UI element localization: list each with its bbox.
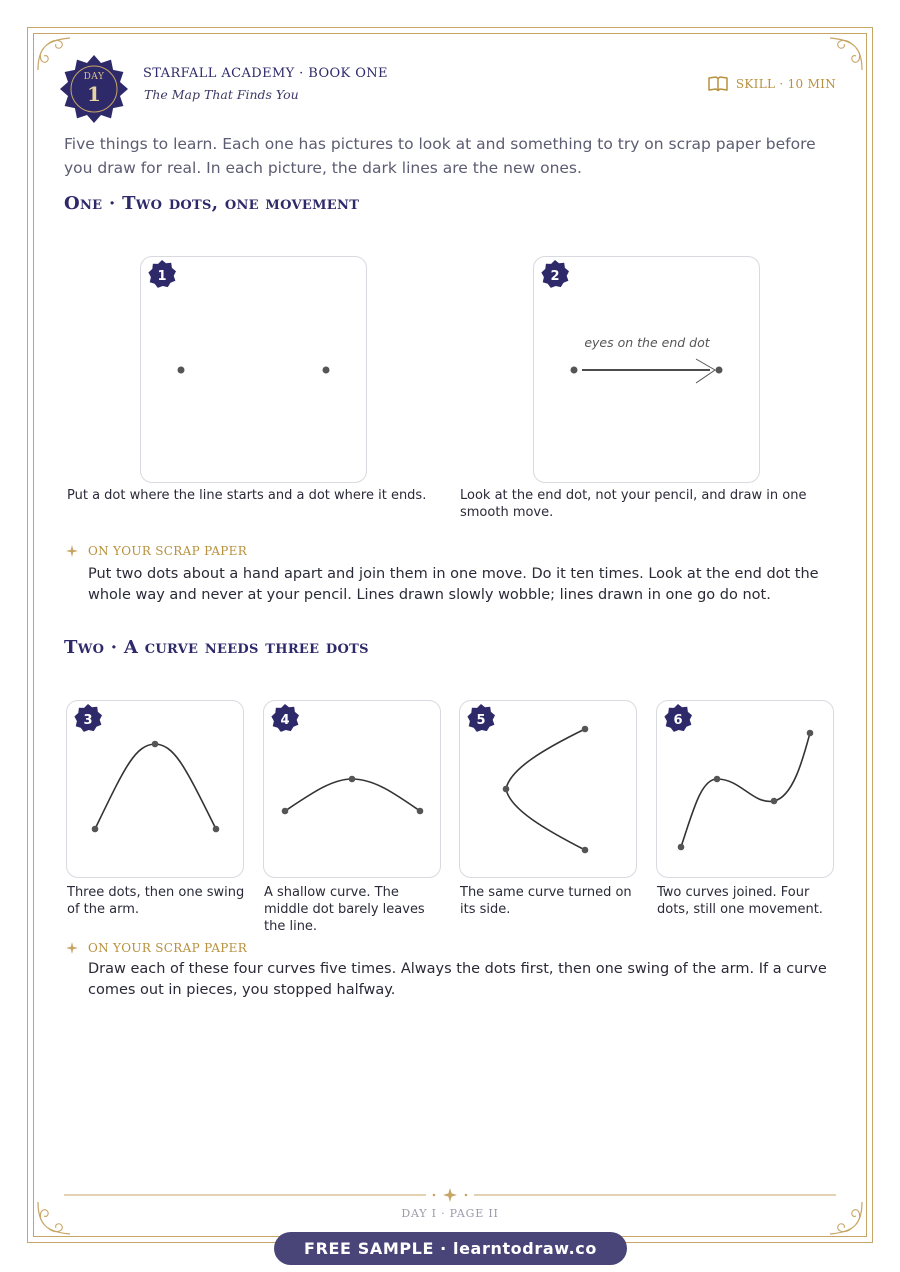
section-title-two: Two · A curve needs three dots	[64, 637, 369, 658]
dot	[152, 741, 159, 748]
footer-divider	[64, 1186, 836, 1204]
step-number-badge	[145, 260, 179, 294]
end-dot	[716, 367, 723, 374]
sparkle-icon	[443, 1188, 457, 1202]
illustration-panel-3	[66, 700, 244, 878]
illustration-panel-6	[656, 700, 834, 878]
section-title-one: One · Two dots, one movement	[64, 193, 360, 214]
dot	[582, 847, 589, 854]
scrap-paper-label: ON YOUR SCRAP PAPER	[66, 544, 247, 558]
step-number-badge	[268, 704, 302, 738]
curve	[285, 779, 420, 811]
day-number: 1	[87, 82, 101, 106]
step-number-badge	[538, 260, 572, 294]
dot	[678, 844, 685, 851]
scrap-paper-text: Put two dots about a hand apart and join them in one move. Do it ten times. Look at the end dot the whole way and never at your pencil. Lines drawn slowly wobble; lines drawn in one go do not.	[88, 566, 819, 603]
panel-caption-2: Look at the end dot, not your pencil, and draw in one smooth move.	[460, 488, 807, 520]
panel-caption-6: Two curves joined. Four dots, still one movement.	[657, 885, 823, 917]
illustration-panel-5	[459, 700, 637, 878]
illustration-panel-4	[263, 700, 441, 878]
day-label: DAY	[83, 72, 105, 82]
intro-paragraph: Five things to learn. Each one has pictures to look at and something to try on scrap paper before you draw for real. In each picture, the dark lines are the new ones.	[64, 135, 816, 177]
dot	[349, 776, 356, 783]
dot	[503, 786, 510, 793]
curve	[681, 733, 810, 847]
step-number: 3	[83, 713, 93, 728]
scrap-paper-label: ON YOUR SCRAP PAPER	[66, 941, 247, 955]
arrow-head	[696, 359, 715, 383]
illustration-panel-2	[533, 256, 760, 483]
panel-caption-3: Three dots, then one swing of the arm.	[67, 885, 245, 917]
dot	[807, 730, 814, 737]
illustration-panel-1	[140, 256, 367, 483]
curve	[95, 744, 216, 829]
open-book-icon	[708, 76, 728, 92]
step-number: 6	[673, 713, 683, 728]
panel-caption-1: Put a dot where the line starts and a dot where it ends.	[67, 488, 427, 503]
step-number: 4	[280, 713, 290, 728]
sparkle-icon	[66, 545, 78, 557]
dot	[92, 826, 99, 833]
start-dot	[178, 367, 185, 374]
scrap-paper-text: Draw each of these four curves five times. Always the dots first, then one swing of the arm. If a curve comes out in pieces, you stopped halfway.	[88, 961, 827, 998]
book-subtitle: The Map That Finds You	[144, 87, 299, 102]
dot	[714, 776, 721, 783]
dot	[582, 726, 589, 733]
sparkle-icon	[66, 942, 78, 954]
dot	[771, 798, 778, 805]
panel-caption-5: The same curve turned on its side.	[460, 885, 632, 917]
corner-flourish-icon	[826, 34, 866, 74]
day-badge	[60, 55, 128, 123]
step-number: 1	[157, 269, 167, 284]
step-number: 2	[550, 269, 560, 284]
curve	[506, 729, 585, 850]
step-number-badge	[661, 704, 695, 738]
free-sample-banner[interactable]: FREE SAMPLE · learntodraw.co	[274, 1232, 627, 1265]
book-title: STARFALL ACADEMY · BOOK ONE	[143, 66, 388, 81]
panel-caption-4: A shallow curve. The middle dot barely leaves the line.	[264, 885, 425, 934]
dot	[417, 808, 424, 815]
dot	[213, 826, 220, 833]
start-dot	[571, 367, 578, 374]
step-number: 5	[476, 713, 486, 728]
skill-duration	[708, 76, 836, 92]
step-number-badge	[71, 704, 105, 738]
dot	[282, 808, 289, 815]
page-number-label: DAY I · PAGE II	[401, 1207, 499, 1220]
panel-annotation: eyes on the end dot	[584, 335, 710, 350]
step-number-badge	[464, 704, 498, 738]
end-dot	[323, 367, 330, 374]
skill-label: SKILL · 10 MIN	[735, 77, 836, 91]
